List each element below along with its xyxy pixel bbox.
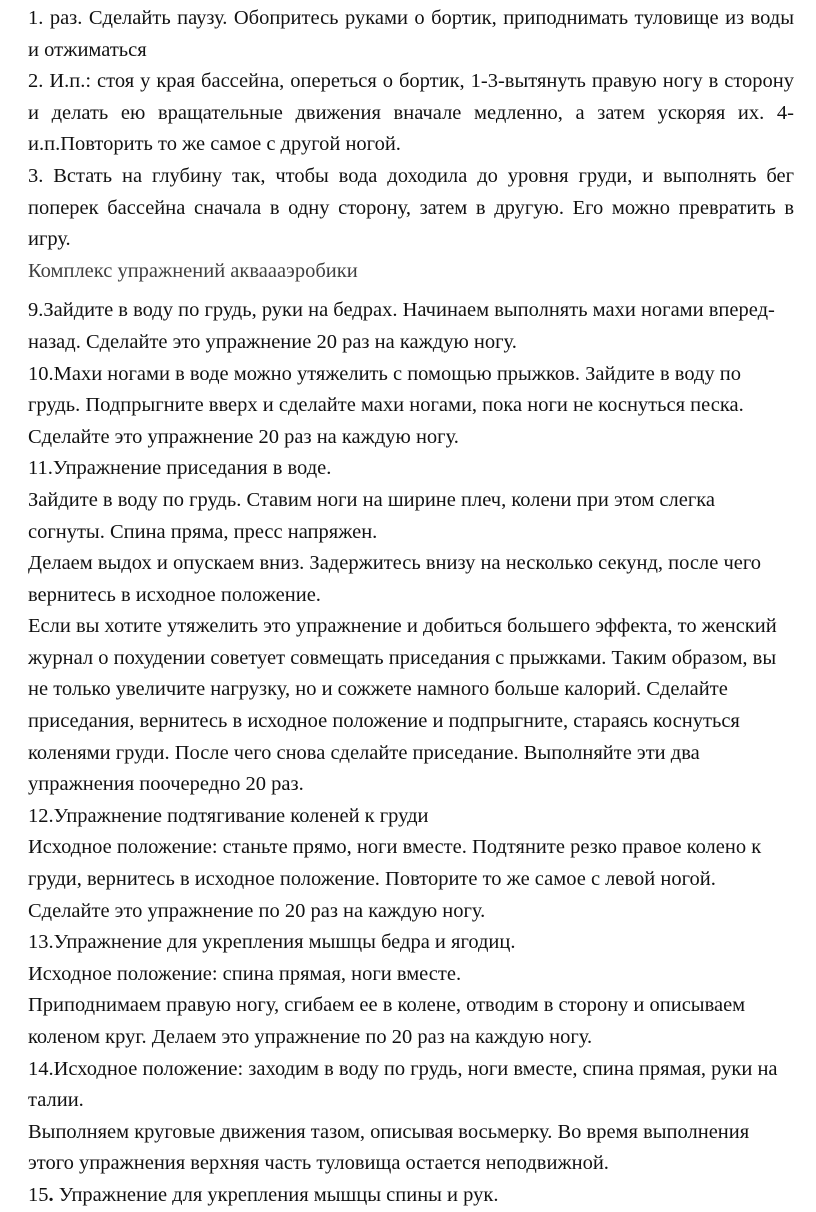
exercise-15-text: Упражнение для укрепления мышцы спины и рук. [53,1183,499,1206]
section-spacer [28,287,794,295]
exercise-13-paragraph: Исходное положение: спина прямая, ноги вместе. [28,962,462,985]
exercise-11-title: 11.Упражнение приседания в воде. [28,457,332,480]
exercise-14-paragraph: Выполняем круговые движения тазом, описывая восьмерку. Во время выполнения этого упражнения верхняя часть туловища остается неподвижной. [28,1120,750,1175]
exercise-14-paragraph: 14.Исходное положение: заходим в воду по грудь, ноги вместе, спина прямая, руки на талии. [28,1057,778,1112]
exercise-item-3: 3. Встать на глубину так, чтобы вода доходила до уровня груди, и выполнять бег поперек бассейна сначала в одну сторону, затем в другую. Его можно превратить в игру. [28,164,794,251]
exercise-15-title [28,1180,794,1212]
exercise-11-paragraph: Если вы хотите утяжелить это упражнение и добиться большего эффекта, то женский журнал о похудении советует совмещать приседания с прыжками. Таким образом, вы не только увеличите нагрузку, но и сожжете намного больше калорий. Сделайте приседания, вернитесь в исходное положение и подпрыгните, стараясь коснуться коленями груди. После чего снова сделайте приседание. Выполняйте эти два упражнения поочередно 20 раз. [28,615,777,796]
exercise-15-dot: . [48,1183,54,1206]
exercise-12-paragraph: Исходное положение: станьте прямо, ноги вместе. Подтяните резко правое колено к груди, вернитесь в исходное положение. Повторите то же самое с левой ногой. Сделайте это упражнение по 20 раз на каждую ногу. [28,836,762,922]
exercise-11-paragraph: Зайдите в воду по грудь. Ставим ноги на ширине плеч, колени при этом слегка согнуты. Спина пряма, пресс напряжен. [28,488,715,543]
exercise-10: 10.Махи ногами в воде можно утяжелить с помощью прыжков. Зайдите в воду по грудь. Подпрыгните вверх и сделайте махи ногами, пока ноги не коснуться песка. Сделайте это упражнение 20 раз на каждую ногу. [28,362,744,448]
exercise-item-1: 1. раз. Сделайть паузу. Обопритесь руками о бортик, приподнимать туловище из воды и отжиматься [28,7,794,61]
exercise-9: 9.Зайдите в воду по грудь, руки на бедрах. Начинаем выполнять махи ногами вперед-назад. Сделайте это упражнение 20 раз на каждую ногу. [28,299,775,353]
section-heading: Комплекс упражнений акваааэробики [28,259,358,282]
exercise-11-paragraph: Делаем выдох и опускаем вниз. Задержитесь внизу на несколько секунд, после чего вернитесь в исходное положение. [28,552,762,606]
exercise-12-title: 12.Упражнение подтягивание коленей к груди [28,804,429,827]
exercise-13-title: 13.Упражнение для укрепления мышцы бедра и ягодиц. [28,931,516,954]
exercise-item-2: 2. И.п.: стоя у края бассейна, опереться о бортик, 1-3-вытянуть правую ногу в сторону и делать ею вращательные движения вначале медленно, а затем ускоряя их. 4-и.п.Повторить то же самое с другой ногой. [28,70,794,156]
exercise-15-number: 15 [28,1183,49,1206]
exercise-13-paragraph: Приподнимаем правую ногу, сгибаем ее в колене, отводим в сторону и описываем коленом круг. Делаем это упражнение по 20 раз на каждую ногу. [28,994,746,1048]
